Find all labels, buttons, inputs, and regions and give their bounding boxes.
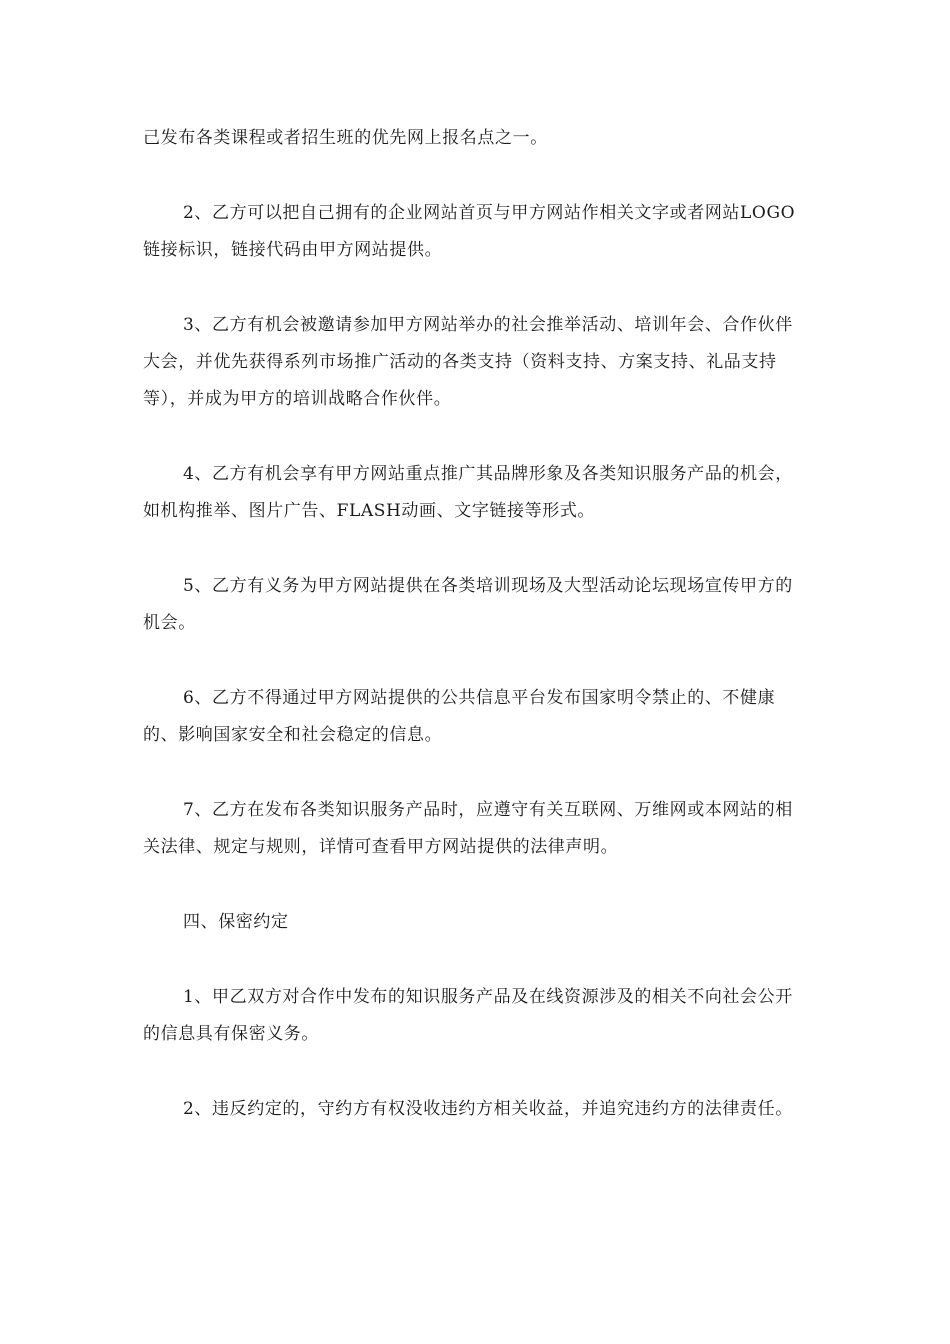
paragraph-clause-4: 4、乙方有机会享有甲方网站重点推广其品牌形象及各类知识服务产品的机会，如机构推举、图片广告、FLASH动画、文字链接等形式。 [143, 464, 793, 521]
paragraph-clause-6: 6、乙方不得通过甲方网站提供的公共信息平台发布国家明令禁止的、不健康的、影响国家安全和社会稳定的信息。 [143, 688, 776, 745]
paragraph-confidentiality-1: 1、甲乙双方对合作中发布的知识服务产品及在线资源涉及的相关不向社会公开的信息具有保密义务。 [143, 987, 793, 1044]
paragraph-confidentiality-2: 2、违反约定的，守约方有权没收违约方相关收益，并追究违约方的法律责任。 [183, 1099, 793, 1119]
paragraph-continuation: 己发布各类课程或者招生班的优先网上报名点之一。 [143, 128, 548, 148]
paragraph-clause-7: 7、乙方在发布各类知识服务产品时，应遵守有关互联网、万维网或本网站的相关法律、规定与规则，详情可查看甲方网站提供的法律声明。 [143, 800, 793, 857]
paragraph-clause-3: 3、乙方有机会被邀请参加甲方网站举办的社会推举活动、培训年会、合作伙伴大会，并优先获得系列市场推广活动的各类支持（资料支持、方案支持、礼品支持等），并成为甲方的培训战略合作伙伴。 [143, 315, 793, 409]
section-heading-confidentiality: 四、保密约定 [183, 912, 289, 932]
paragraph-clause-5: 5、乙方有义务为甲方网站提供在各类培训现场及大型活动论坛现场宣传甲方的机会。 [143, 576, 793, 633]
paragraph-clause-2: 2、乙方可以把自己拥有的企业网站首页与甲方网站作相关文字或者网站LOGO链接标识，链接代码由甲方网站提供。 [143, 203, 796, 260]
